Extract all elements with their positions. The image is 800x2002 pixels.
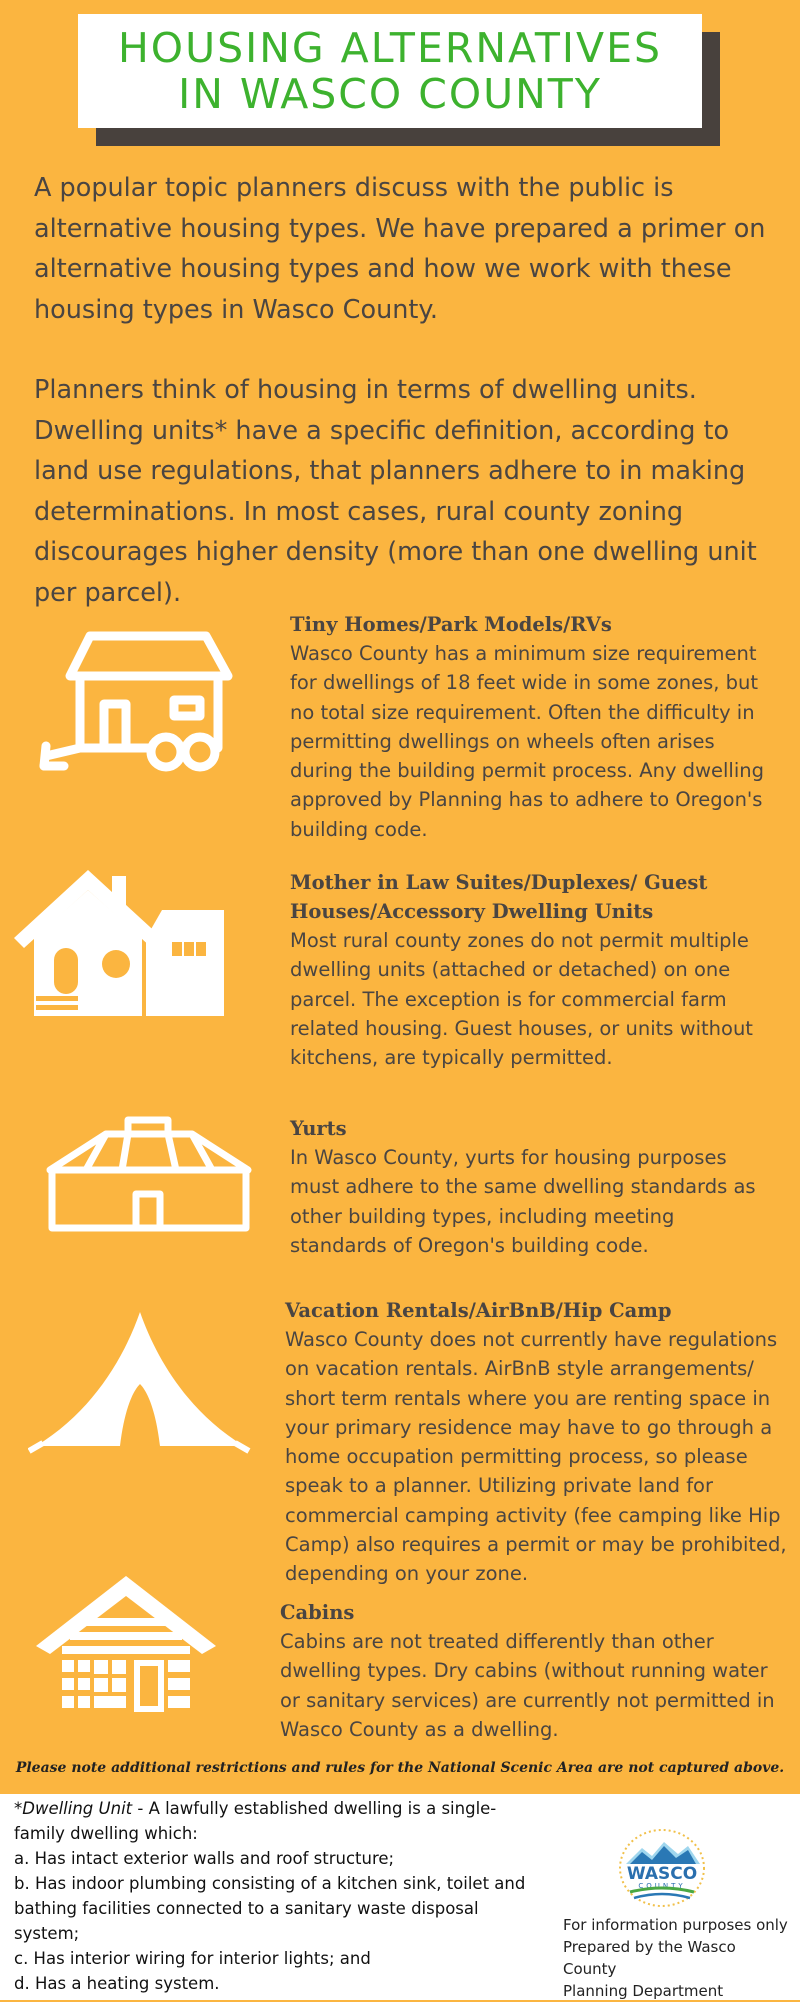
section-body: In Wasco County, yurts for housing purposes must adhere to the same dwelling standards as other building types, including meeting standards of Oregon's building code.: [290, 1146, 756, 1257]
section-body: Most rural county zones do not permit multiple dwelling units (attached or detached) on one parcel. The exception is for commercial farm related housing. Guest houses, or units without kitchens, are typically permitted.: [290, 929, 753, 1070]
section-tiny-homes: [290, 610, 770, 844]
definition-intro: [14, 1796, 534, 1846]
scenic-area-note: Please note additional restrictions and rules for the National Scenic Area are not captured above.: [15, 1760, 785, 1776]
logo-line-1: WASCO: [626, 1864, 698, 1884]
section-title: Tiny Homes/Park Models/RVs: [290, 613, 612, 636]
definition-term: *Dwelling Unit: [14, 1799, 133, 1818]
logo-line-2: COUNTY: [638, 1882, 686, 1890]
definition-item: b. Has indoor plumbing consisting of a kitchen sink, toilet and bathing facilities connected to a sanitary waste disposal system;: [14, 1874, 526, 1943]
title-line-2: IN WASCO COUNTY: [178, 70, 602, 118]
credit-line-2: Prepared by the Wasco County: [563, 1938, 736, 1978]
section-body: Wasco County does not currently have regulations on vacation rentals. AirBnB style arrangements/ short term rentals where you are renting space in your primary residence may have to go through a home occupation permitting process, so please speak to a planner. Utilizing private land for commercial camping activity (fee camping like Hip Camp) also requires a permit or may be prohibited, depending on your zone.: [285, 1328, 787, 1586]
section-body: Wasco County has a minimum size requirement for dwellings of 18 feet wide in some zones, but no total size requirement. Often the difficulty in permitting dwellings on wheels often arises during the building permit process. Any dwelling approved by Planning has to adhere to Oregon's building code.: [290, 642, 764, 841]
credit-block: [563, 1914, 793, 2002]
house-with-adu-icon: [14, 868, 234, 1018]
section-mother-in-law: [290, 868, 770, 1072]
dwelling-unit-definition: [14, 1796, 534, 1996]
credit-line-1: For information purposes only: [563, 1916, 788, 1934]
yurt-icon: [46, 1114, 252, 1234]
section-title: Yurts: [290, 1117, 347, 1140]
tent-icon: [28, 1308, 252, 1470]
cabin-icon: [36, 1574, 216, 1722]
definition-item: c. Has interior wiring for interior lights; and: [14, 1949, 371, 1968]
definition-item: a. Has intact exterior walls and roof structure;: [14, 1849, 395, 1868]
section-vacation-rentals: [285, 1296, 790, 1589]
footer: [0, 1794, 800, 2000]
title-box: [78, 14, 702, 128]
intro-paragraph-1: A popular topic planners discuss with the public is alternative housing types. We have prepared a primer on alternative housing types and how we work with these housing types in Wasco County.: [34, 173, 766, 325]
definition-text: - A lawfully established dwelling is a single-family dwelling which:: [14, 1799, 497, 1843]
credit-line-3: Planning Department: [563, 1982, 724, 2000]
title-banner: [78, 14, 720, 128]
section-body: Cabins are not treated differently than other dwelling types. Dry cabins (without running water or sanitary services) are currently not permitted in Wasco County as a dwelling.: [280, 1630, 775, 1741]
intro-paragraph-2: Planners think of housing in terms of dwelling units. Dwelling units* have a specific definition, according to land use regulations, that planners adhere to in making determinations. In most cases, rural county zoning discourages higher density (more than one dwelling unit per parcel).: [34, 375, 757, 608]
section-yurts: [290, 1114, 770, 1260]
definition-item: d. Has a heating system.: [14, 1974, 220, 1993]
tiny-home-icon: [38, 628, 248, 778]
section-title: Mother in Law Suites/Duplexes/ Guest Houses/Accessory Dwelling Units: [290, 871, 708, 923]
title-line-1: HOUSING ALTERNATIVES: [117, 24, 663, 72]
section-title: Vacation Rentals/AirBnB/Hip Camp: [285, 1299, 672, 1322]
section-cabins: [280, 1598, 780, 1744]
wasco-county-logo: [612, 1824, 712, 1908]
section-title: Cabins: [280, 1601, 355, 1624]
